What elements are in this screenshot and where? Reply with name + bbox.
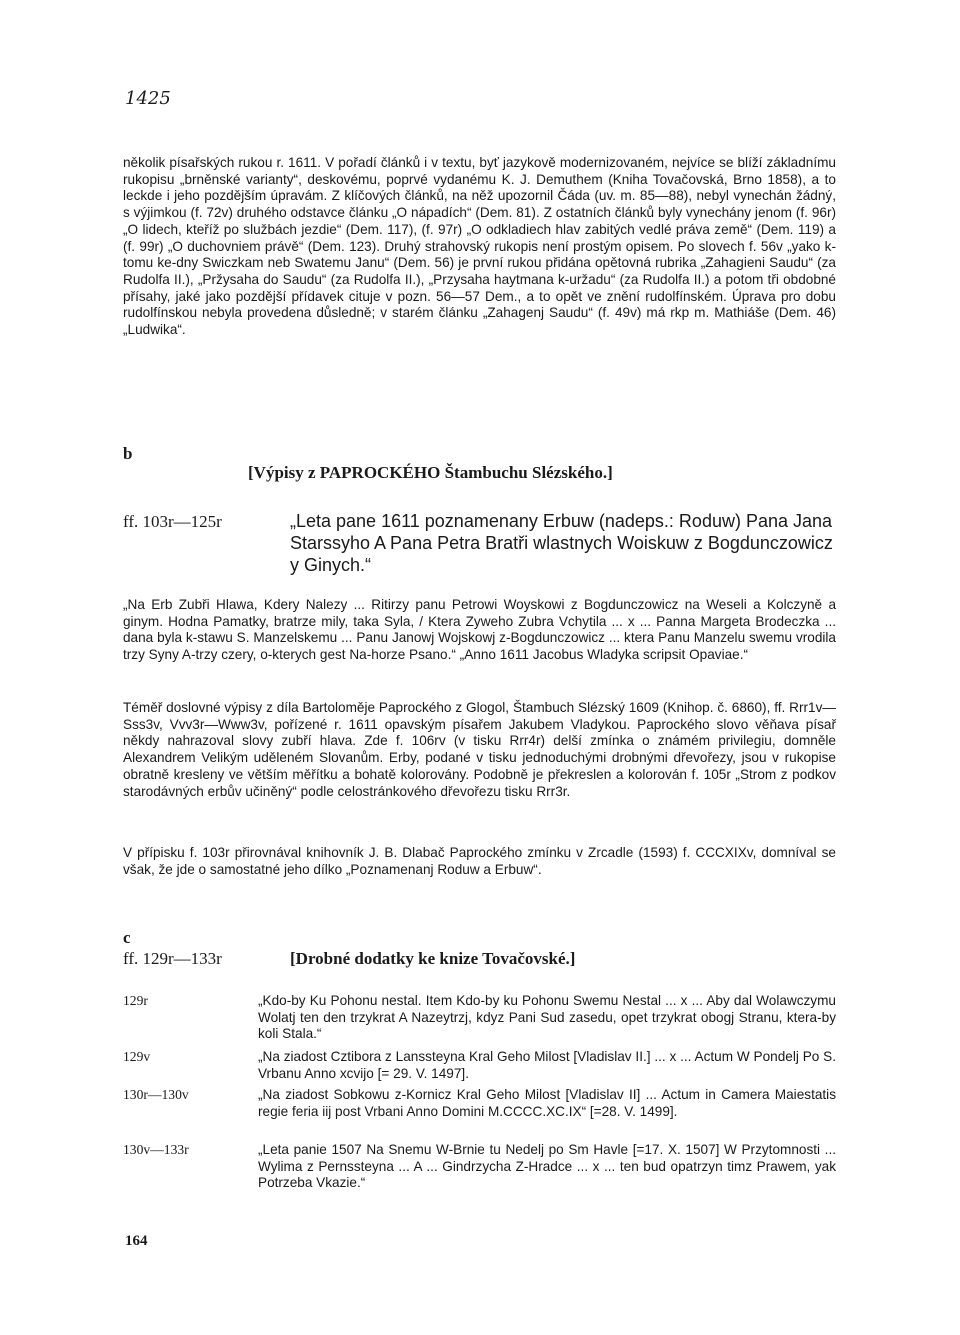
entry-folio: 130v—133r bbox=[123, 1142, 189, 1157]
section-b-commentary-2: V přípisku f. 103r přirovnával knihovník J. B. Dlabač Paprockého zmínku v Zrcadle (1593) f. CCCXIXv, domníval se však, že jde o samostatné jeho dílko „Poznamenanj Roduw a Erbuw“. bbox=[123, 845, 836, 877]
section-c-folio: ff. 129r—133r bbox=[123, 949, 222, 968]
section-b-entry-heading: „Leta pane 1611 poznamenany Erbuw (nadeps.: Roduw) Pana Jana Starssyho A Pana Petra Bratři wlastnych Woiskuw z Bogdunczowicz y Ginych.“ bbox=[290, 511, 833, 575]
section-b-folio: ff. 103r—125r bbox=[123, 512, 222, 531]
running-head: 1425 bbox=[125, 88, 171, 109]
section-b-commentary-1: Téměř doslovné výpisy z díla Bartoloměje Paprockého z Glogol, Štambuch Slézský 1609 (Knihop. č. 6860), ff. Rrr1v—Sss3v, Vvv3r—Www3v, pořízené r. 1611 opavským písařem Jakubem Vladykou. Paprockého slovo věňava písař někdy nahrazoval slovy zubří hlava. Zde f. 106rv (v tisku Rrr4r) delší zmínka o známém privilegiu, domněle Alexandrem Velikým uděleném Slovanům. Erby, podané v tisku jednoduchými drobnými dřevořezy, jsou v rukopise obratně kresleny ve větším měřítku a bohatě kolorovány. Podobně je překreslen a kolorován f. 105r „Strom z podkov starodávných erbův učiněný“ podle celostránkového dřevořezu tisku Rrr3r. bbox=[123, 700, 836, 799]
section-b-letter: b bbox=[123, 444, 133, 463]
entry-text: „Na ziadost Cztibora z Lanssteyna Kral Geho Milost [Vladislav II.] ... x ... Actum W Pondelj Po S. Vrbanu Anno xcvijo [= 29. V. 1497]. bbox=[258, 1049, 836, 1081]
page-number: 164 bbox=[125, 1233, 148, 1249]
section-b-title: [Výpisy z PAPROCKÉHO Štambuchu Slézského.] bbox=[248, 463, 613, 482]
entry-text: „Na ziadost Sobkowu z-Kornicz Kral Geho Milost [Vladislav II] ... Actum in Camera Maiestatis regie feria iij post Vrbani Anno Domini M.CCCC.XC.IX“ [=28. V. 1499]. bbox=[258, 1087, 836, 1119]
section-c-title: [Drobné dodatky ke knize Tovačovské.] bbox=[290, 949, 576, 968]
entry-text: „Kdo-by Ku Pohonu nestal. Item Kdo-by ku Pohonu Swemu Nestal ... x ... Aby dal Wolawczymu Wolatj ten den trzykrat A Nazeytrzj, kdyz Pani Sud zasedu, opet trzykrat obogj Stranu, ktera-by koli Stala.“ bbox=[258, 993, 836, 1042]
entry-folio: 129r bbox=[123, 993, 148, 1008]
section-b-quote: „Na Erb Zubři Hlawa, Kdery Nalezy ... Ritirzy panu Petrowi Woyskowi z Bogdunczowicz na Weseli a Kolczyně a ginym. Hodna Pamatky, bratrze mily, taka Syla, / Ktera Zyweho Zubra Vchytila ... x ... Panna Margeta Brodeczka ... dana byla k-stawu S. Manzelskemu ... Panu Janowj Wojskowj z-Bogdunczowicz ... ktera Panu Manzelu swemu vrodila trzy Syny A-trzy czery, o-kterych gest Na-horze Psano.“ „Anno 1611 Jacobus Wladyka scripsit Opaviae.“ bbox=[123, 597, 836, 663]
entry-text: „Leta panie 1507 Na Snemu W-Brnie tu Nedelj po Sm Havle [=17. X. 1507] W Przytomnosti ... Wylima z Pernssteyna ... A ... Gindrzycha Z-Hradce ... x ... ten bud opatrzyn timz Prawem, yak Potrzeba Vkazie.“ bbox=[258, 1142, 836, 1191]
intro-paragraph: několik písařských rukou r. 1611. V pořadí článků i v textu, byť jazykově modernizovaném, nejvíce se blíží základnímu rukopisu „brněnské varianty“, deskovému, poprvé vydanému K. J. Demuthem (Kniha Tovačovská, Brno 1858), a to leckde i jeho pozdějším úpravám. Z klíčových článků, na něž upozornil Čáda (uv. m. 85—88), nebyl vynechán žádný, s výjimkou (f. 72v) druhého odstavce článku „O nápadích“ (Dem. 81). Z ostatních článků byly vynechány jenom (f. 96r) „O lidech, kteříž po službách jezdie“ (Dem. 117), (f. 97r) „O odkladiech hlav zabitých vedlé práva země“ (Dem. 119) a (f. 99r) „O duchovniem právě“ (Dem. 123). Druhý strahovský rukopis není prostým opisem. Po slovech f. 56v „yako k-tomu ke-dny Swiczkam neb Swatemu Janu“ (Dem. 56) je první rukou přidána opětovná rubrika „Zahagieni Saudu“ (za Rudolfa II.), „Pržysaha do Saudu“ (za Rudolfa II.), „Przysaha haytmana k-uržadu“ (za Rudolfa II.) a potom tři obdobné přísahy, jaké jako pozdější přídavek cituje v pozn. 56—57 Dem., a to opět ve znění rudolfínském. Úprava pro dobu rudolfínskou nebyla provedena důsledně; v starém článku „Zahagenj Saudu“ (f. 49v) má rkp m. Mathiáše (Dem. 46) „Ludwika“. bbox=[123, 155, 836, 338]
section-c-letter: c bbox=[123, 928, 131, 947]
entry-folio: 130r—130v bbox=[123, 1087, 189, 1102]
entry-folio: 129v bbox=[123, 1049, 151, 1064]
